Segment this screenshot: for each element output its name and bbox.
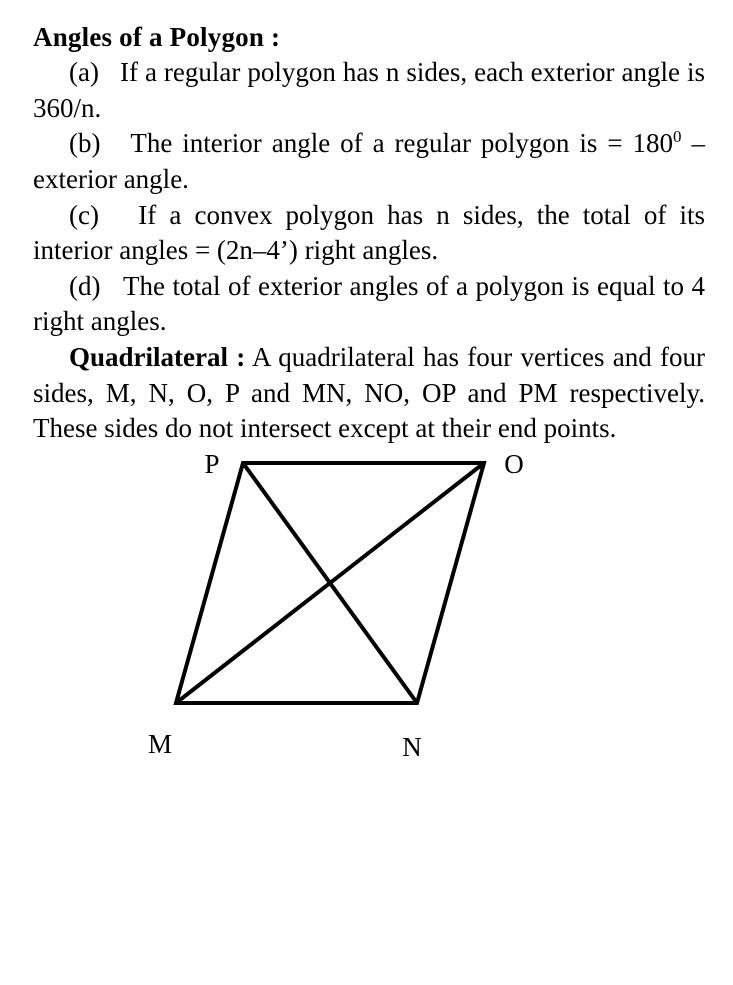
paragraph-c: [33, 198, 705, 269]
paragraph-d: [33, 269, 705, 340]
vertex-label-n: N: [402, 731, 422, 762]
item-text-b-after: – exterior angle.: [33, 128, 706, 194]
quadrilateral-diagram: [0, 453, 733, 783]
quadrilateral-figure: [0, 453, 733, 783]
paragraph-quadrilateral: [33, 340, 705, 447]
item-text-a: If a regular polygon has n sides, each exterior angle is 360/n.: [33, 57, 706, 123]
item-text-d: The total of exterior angles of a polygon is equal to 4 right angles.: [33, 270, 706, 337]
degree-symbol: 0: [673, 127, 682, 147]
vertex-label-o: O: [504, 452, 524, 479]
paragraph-b: [33, 126, 705, 197]
item-marker-d: (d): [69, 270, 101, 301]
item-text-c: If a convex polygon has n sides, the total of its interior angles = (2n–4’) right angles.: [33, 199, 706, 266]
item-marker-b: (b): [69, 128, 101, 159]
paragraph-a: [33, 55, 705, 126]
item-marker-a: (a): [69, 57, 99, 88]
item-text-b-before: The interior angle of a regular polygon is = 180: [130, 128, 674, 159]
vertex-label-m: M: [147, 728, 173, 759]
quadrilateral-lead: Quadrilateral :: [69, 342, 246, 373]
diagonal-om: [176, 463, 484, 703]
quadrilateral-text: A quadrilateral has four vertices and four sides, M, N, O, P and MN, NO, OP and PM respectively. These sides do not intersect except at their end points.: [33, 342, 705, 444]
page-title: Angles of a Polygon :: [33, 22, 281, 52]
vertex-label-p: P: [204, 452, 220, 479]
item-marker-c: (c): [69, 199, 99, 230]
